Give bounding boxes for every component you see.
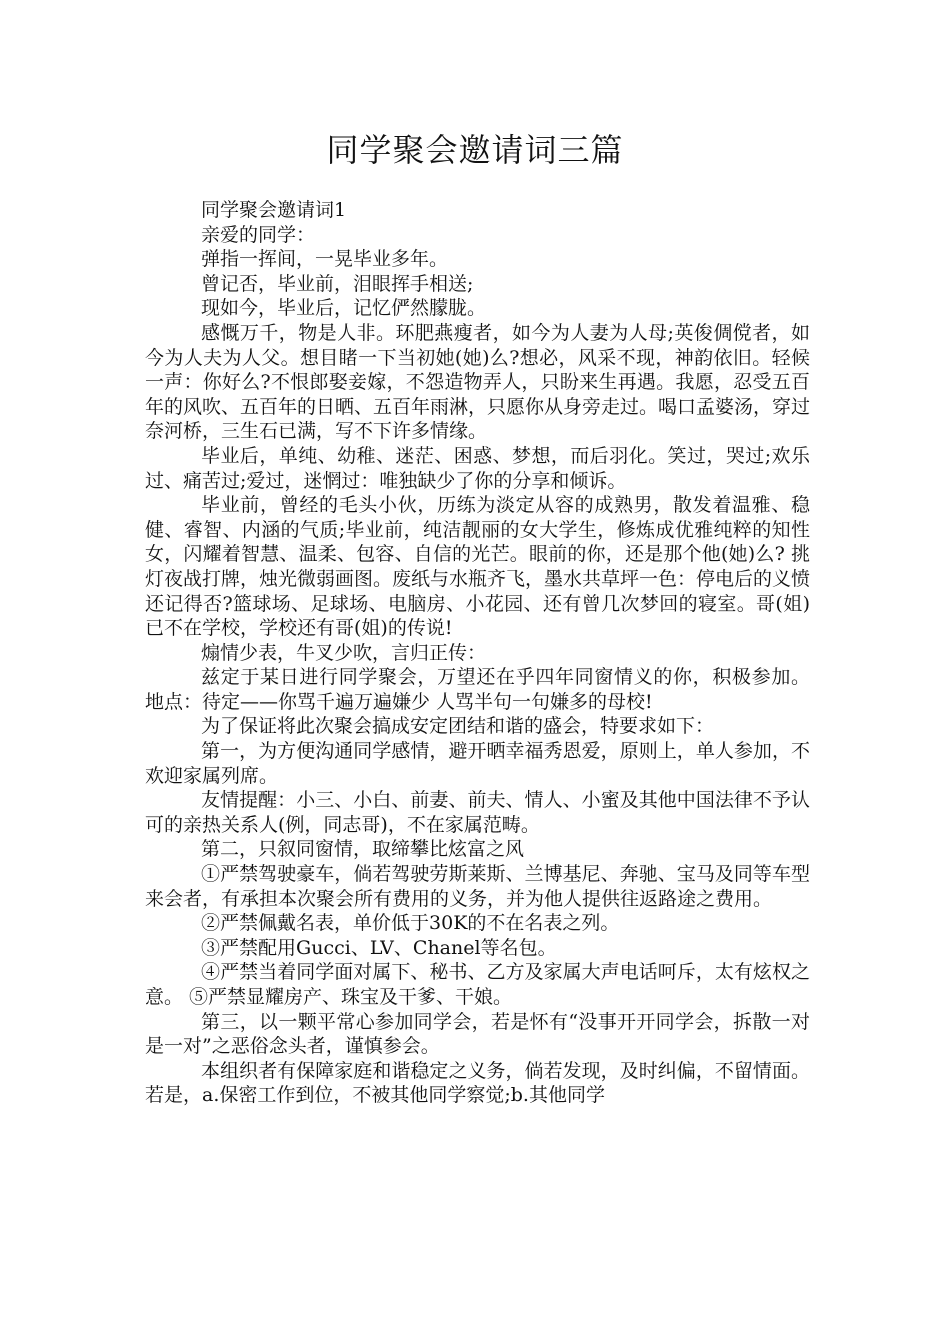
paragraph: 本组织者有保障家庭和谐稳定之义务，倘若发现，及时纠偏，不留情面。若是，a.保密工作到位，不被其他同学察觉;b.其他同学	[145, 1059, 810, 1107]
paragraph: 亲爱的同学：	[201, 223, 316, 246]
paragraph: 第二，只叙同窗情，取缔攀比炫富之风	[201, 838, 525, 861]
paragraph: 第一，为方便沟通同学感情，避开晒幸福秀恩爱，原则上，单人参加，不欢迎家属列席。	[145, 740, 810, 787]
document-body	[145, 198, 810, 1108]
paragraph: 同学聚会邀请词1	[201, 199, 347, 221]
paragraph: ②严禁佩戴名表，单价低于30K的不在名表之列。	[201, 912, 620, 935]
paragraph: 感慨万千，物是人非。环肥燕瘦者，如今为人妻为人母;英俊倜傥者，如今为人夫为人父。想目睹一下当初她(她)么?想必，风采不现，神韵依旧。轻候一声：你好么?不恨郎娶妾嫁，不怨造物弄人，只盼来生再遇。我愿，忍受五百年的风吹、五百年的日晒、五百年雨淋，只愿你从身旁走过。喝口孟婆汤，穿过奈河桥，三生石已满，写不下许多情缘。	[145, 321, 811, 443]
paragraph: 友情提醒：小三、小白、前妻、前夫、情人、小蜜及其他中国法律不予认可的亲热关系人(例，同志哥)，不在家属范畴。	[145, 789, 810, 836]
paragraph: 兹定于某日进行同学聚会，万望还在乎四年同窗情义的你，积极参加。 地点：待定——你骂千遍万遍嫌少 人骂半句一句嫌多的母校!	[145, 666, 810, 713]
paragraph: 毕业后，单纯、幼稚、迷茫、困惑、梦想，而后羽化。笑过，哭过;欢乐过、痛苦过;爱过，迷惘过：唯独缺少了你的分享和倾诉。	[145, 444, 810, 492]
document-title: 同学聚会邀请词三篇	[326, 131, 624, 169]
paragraph: 为了保证将此次聚会搞成安定团结和谐的盛会，特要求如下：	[201, 715, 715, 738]
paragraph: ①严禁驾驶豪车，倘若驾驶劳斯莱斯、兰博基尼、奔驰、宝马及同等车型来会者，有承担本次聚会所有费用的义务，并为他人提供往返路途之费用。	[145, 863, 810, 910]
paragraph: 煽情少表，牛叉少吹，言归正传：	[201, 641, 487, 664]
paragraph: 第三，以一颗平常心参加同学会，若是怀有“没事开开同学会，拆散一对是一对”之恶俗念头者，谨慎参会。	[145, 1010, 810, 1058]
paragraph: 弹指一挥间，一晃毕业多年。	[201, 248, 449, 271]
paragraph: ④严禁当着同学面对属下、秘书、乙方及家属大声电话呵斥，太有炫权之意。 ⑤严禁显耀房产、珠宝及干爹、干娘。	[145, 961, 810, 1008]
paragraph: 曾记否，毕业前，泪眼挥手相送;	[201, 272, 474, 295]
paragraph: 毕业前，曾经的毛头小伙，历练为淡定从容的成熟男，散发着温雅、稳健、睿智、内涵的气质;毕业前，纯洁靓丽的女大学生，修炼成优雅纯粹的知性女，闪耀着智慧、温柔、包容、自信的光芒。眼前的你，还是那个他(她)么? 挑灯夜战打牌，烛光微弱画图。废纸与水瓶齐飞，墨水共草坪一色：停电后的义愤还记得否?篮球场、足球场、电脑房、小花园、还有曾几次梦回的寝室。哥(姐)已不在学校，学校还有哥(姐)的传说!	[145, 494, 811, 640]
paragraph: ③严禁配用Gucci、LV、Chanel等名包。	[201, 936, 557, 959]
paragraph: 现如今，毕业后，记忆俨然朦胧。	[201, 297, 487, 320]
